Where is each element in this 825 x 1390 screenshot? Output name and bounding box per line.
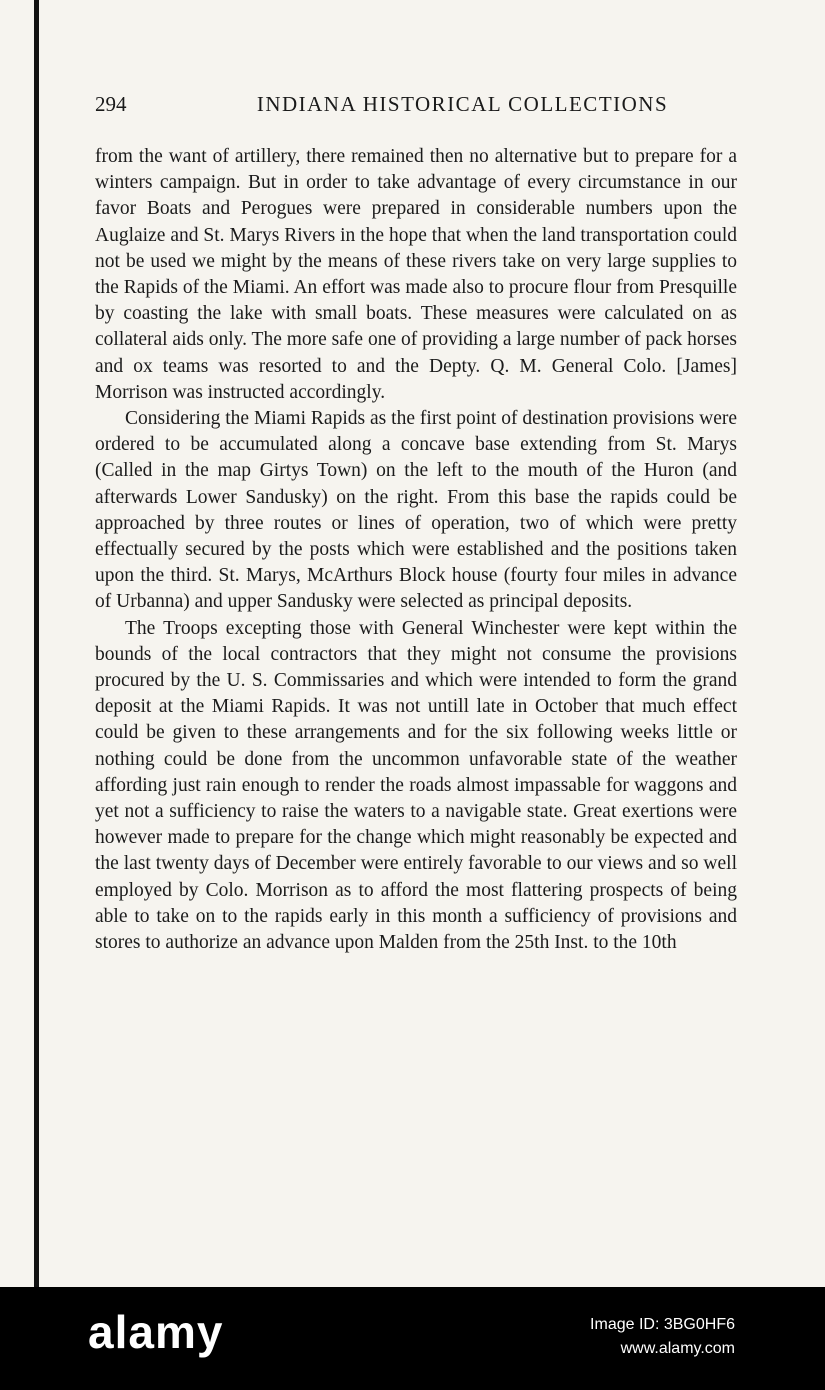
alamy-logo: alamy <box>88 1306 224 1358</box>
page-header <box>95 92 735 117</box>
paragraph: The Troops excepting those with General Winchester were kept within the bounds of the local contractors that they might not consume the provisions procured by the U. S. Commissaries and which were intended to form the grand deposit at the Miami Rapids. It was not untill late in October that much effect could be given to these arrangements and for the six following weeks little or nothing could be done from the uncommon unfavorable state of the weather affording just rain enough to render the roads almost impassable for waggons and yet not a sufficiency to raise the waters to a navigable state. Great exertions were however made to prepare for the change which might reasonably be expected and the last twenty days of December were entirely favorable to our views and so well employed by Colo. Morrison as to afford the most flattering prospects of being able to take on to the rapids early in this month a sufficiency of provisions and stores to authorize an advance upon Malden from the 25th Inst. to the 10th <box>95 617 737 954</box>
paragraph: Considering the Miami Rapids as the first point of destination provisions were ordered to be accumulated along a concave base extending from St. Marys (Called in the map Girtys Town) on the left to the mouth of the Huron (and afterwards Lower Sandusky) on the right. From this base the rapids could be approached by three routes or lines of operation, two of which were pretty effectually secured by the posts which were established and the positions taken upon the third. St. Marys, McArthurs Block house (fourty four miles in advance of Urbanna) and upper Sandusky were selected as principal deposits. <box>95 408 737 613</box>
body-text <box>95 144 737 956</box>
paragraph: from the want of artillery, there remained then no alternative but to prepare for a winters campaign. But in order to take advantage of every circumstance in our favor Boats and Perogues were prepared in considerable numbers upon the Auglaize and St. Marys Rivers in the hope that when the land transportation could not be used we might by the means of these rivers take on very large supplies to the Rapids of the Miami. An effort was made also to procure flour from Presquille by coasting the lake with small boats. These measures were calculated on as collateral aids only. The more safe one of providing a large number of pack horses and ox teams was resorted to and the Depty. Q. M. General Colo. [James] Morrison was instructed accordingly. <box>95 146 737 403</box>
image-id: Image ID: 3BG0HF6 <box>590 1316 735 1333</box>
page-number: 294 <box>95 92 127 116</box>
image-attribution <box>590 1313 735 1361</box>
alamy-watermark-bar <box>0 1287 825 1390</box>
scan-gutter-edge <box>34 0 39 1287</box>
alamy-url: www.alamy.com <box>620 1340 735 1357</box>
page-title: INDIANA HISTORICAL COLLECTIONS <box>256 92 669 116</box>
